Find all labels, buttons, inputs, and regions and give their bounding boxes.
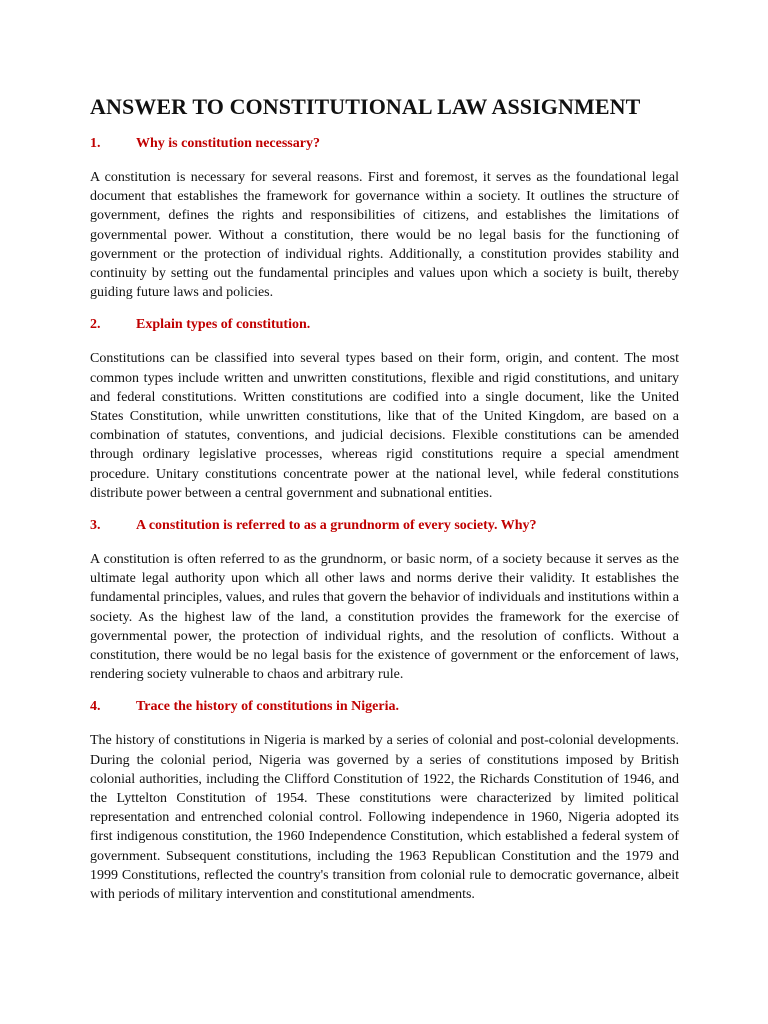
question-heading: [90, 134, 679, 154]
section-1: [90, 134, 679, 302]
section-4: [90, 697, 679, 904]
question-number: 4.: [90, 699, 101, 715]
answer-paragraph: A constitution is necessary for several reasons. First and foremost, it serves as the foundational legal document that establishes the framework for governance within a society. It outlines the structure of government, defines the rights and responsibilities of citizens, and establishes the limitations of governmental power. Without a constitution, there would be no legal basis for the functioning of government or the protection of individual rights. Additionally, a constitution provides stability and continuity by setting out the fundamental principles and values upon which a society is built, thereby guiding future laws and policies.: [90, 170, 679, 301]
question-heading: [90, 516, 679, 536]
answer-paragraph: Constitutions can be classified into several types based on their form, origin, and content. The most common types include written and unwritten constitutions, flexible and rigid constitutions, and unitary and federal constitutions. Written constitutions are codified into a single document, like the United States Constitution, while unwritten constitutions, like that of the United Kingdom, are based on a combination of statutes, conventions, and judicial decisions. Flexible constitutions can be amended through ordinary legislative processes, whereas rigid constitutions require a special amendment procedure. Unitary constitutions concentrate power at the national level, while federal constitutions distribute power between a central government and subnational entities.: [90, 351, 679, 501]
question-text: Trace the history of constitutions in Nigeria.: [136, 699, 399, 715]
document-page: [90, 92, 679, 917]
question-heading: [90, 697, 679, 717]
question-text: Explain types of constitution.: [136, 317, 311, 333]
section-2: [90, 315, 679, 503]
question-number: 2.: [90, 317, 101, 333]
answer-paragraph: The history of constitutions in Nigeria is marked by a series of colonial and post-colonial developments. During the colonial period, Nigeria was governed by a series of constitutions imposed by British colonial authorities, including the Clifford Constitution of 1922, the Richards Constitution of 1946, and the Lyttelton Constitution of 1954. These constitutions were characterized by limited political representation and entrenched colonial control. Following independence in 1960, Nigeria adopted its first indigenous constitution, the 1960 Independence Constitution, which established a federal system of government. Subsequent constitutions, including the 1963 Republican Constitution and the 1979 and 1999 Constitutions, reflected the country's transition from colonial rule to democratic governance, albeit with periods of military intervention and constitutional amendments.: [90, 733, 679, 903]
document-title: ANSWER TO CONSTITUTIONAL LAW ASSIGNMENT: [90, 94, 641, 119]
question-heading: [90, 315, 679, 335]
question-number: 3.: [90, 518, 101, 534]
question-text: Why is constitution necessary?: [136, 136, 320, 151]
question-text: A constitution is referred to as a grundnorm of every society. Why?: [136, 518, 537, 534]
question-number: 1.: [90, 136, 101, 151]
section-3: [90, 516, 679, 684]
answer-paragraph: A constitution is often referred to as the grundnorm, or basic norm, of a society because it serves as the ultimate legal authority upon which all other laws and norms derive their validity. It establishes the fundamental principles, values, and rules that govern the behavior of individuals and institutions within a society. As the highest law of the land, a constitution provides the framework for the exercise of governmental power, the protection of individual rights, and the resolution of conflicts. Without a constitution, there would be no legal basis for the existence of government or the enforcement of laws, rendering society vulnerable to chaos and arbitrary rule.: [90, 552, 679, 683]
